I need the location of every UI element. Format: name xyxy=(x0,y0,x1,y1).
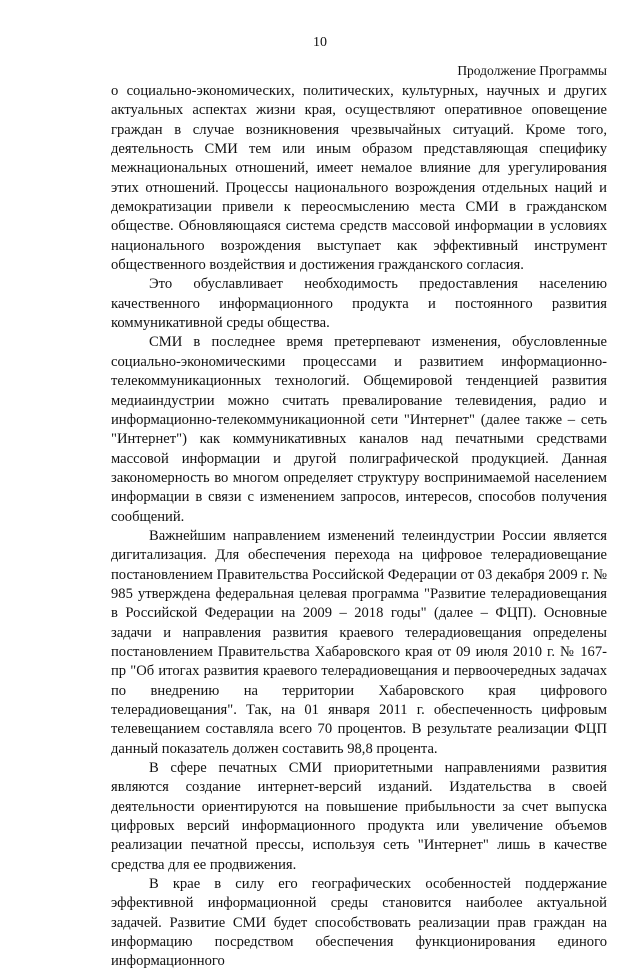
paragraph-media-changes: СМИ в последнее время претерпевают изменения, обусловленные социально-экономическими процессами и развитием информационно-телекоммуникационных технологий. Общемировой тенденцией развития медиаиндустрии можно считать превалирование телевидения, радио и информационно-телекоммуникационной сети "Интернет" (далее также – сеть "Интернет") как коммуникативных каналов над печатными средствами массовой информации и другой полиграфической продукцией. Данная закономерность во многом определяет структуру воспринимаемой населением информации в связи с изменением запросов, интересов, способов получения сообщений. xyxy=(111,334,607,525)
paragraph-digitalization: Важнейшим направлением изменений телеиндустрии России является дигитализация. Для обеспечения перехода на цифровое телерадиовещание постановлением Правительства Российской Федерации от 03 декабря 2009 г. № 985 утверждена федеральная целевая программа "Развитие телерадиовещания в Российской Федерации на 2009 – 2018 годы" (далее – ФЦП). Основные задачи и направления развития краевого телерадиовещания определены постановлением Правительства Хабаровского края от 09 июля 2010 г. № 167-пр "Об итогах развития краевого телерадиовещания и первоочередных задачах по внедрению на территории Хабаровского края цифрового телерадиовещания". Так, на 01 января 2011 г. обеспеченность цифровым телевещанием составляла всего 70 процентов. В результате реализации ФЦП данный показатель должен составить 98,8 процента. xyxy=(111,527,607,757)
running-header: Продолжение Программы xyxy=(457,63,607,78)
paragraph-print-media: В сфере печатных СМИ приоритетными направлениями развития являются создание интернет-версий изданий. Издательства в своей деятельности ориентируются на повышение прибыльности за счет выпуска цифровых версий информационного продукта или увеличение объемов реализации печатной прессы, используя сеть "Интернет" лишь в качестве средства для ее продвижения. xyxy=(111,760,607,873)
paragraph-continuation: о социально-экономических, политических, культурных, научных и других актуальных аспектах жизни края, осуществляют оперативное оповещение граждан в случае возникновения чрезвычайных ситуаций. Кроме того, деятельность СМИ тем или иным образом представляющая специфику межнациональных отношений, имеет немалое влияние для урегулирования этих отношений. Процессы национального возрождения отдельных наций и демократизации привели к переосмыслению места СМИ в гражданском обществе. Обновляющаяся система средств массовой информации в условиях национального возрождения выступает как эффективный инструмент общественного воздействия и достижения гражданского согласия. xyxy=(111,83,607,274)
page-number: 10 xyxy=(313,35,327,50)
document-body xyxy=(111,82,607,972)
paragraph-information-environment: В крае в силу его географических особенностей поддержание эффективной информационной среды становится наиболее актуальной задачей. Развитие СМИ будет способствовать реализации прав граждан на информацию посредством обеспечения функционирования единого информационного xyxy=(111,876,607,970)
paragraph-communication-environment: Это обуславливает необходимость предоставления населению качественного информационного продукта и постоянного развития коммуникативной среды общества. xyxy=(111,276,607,332)
